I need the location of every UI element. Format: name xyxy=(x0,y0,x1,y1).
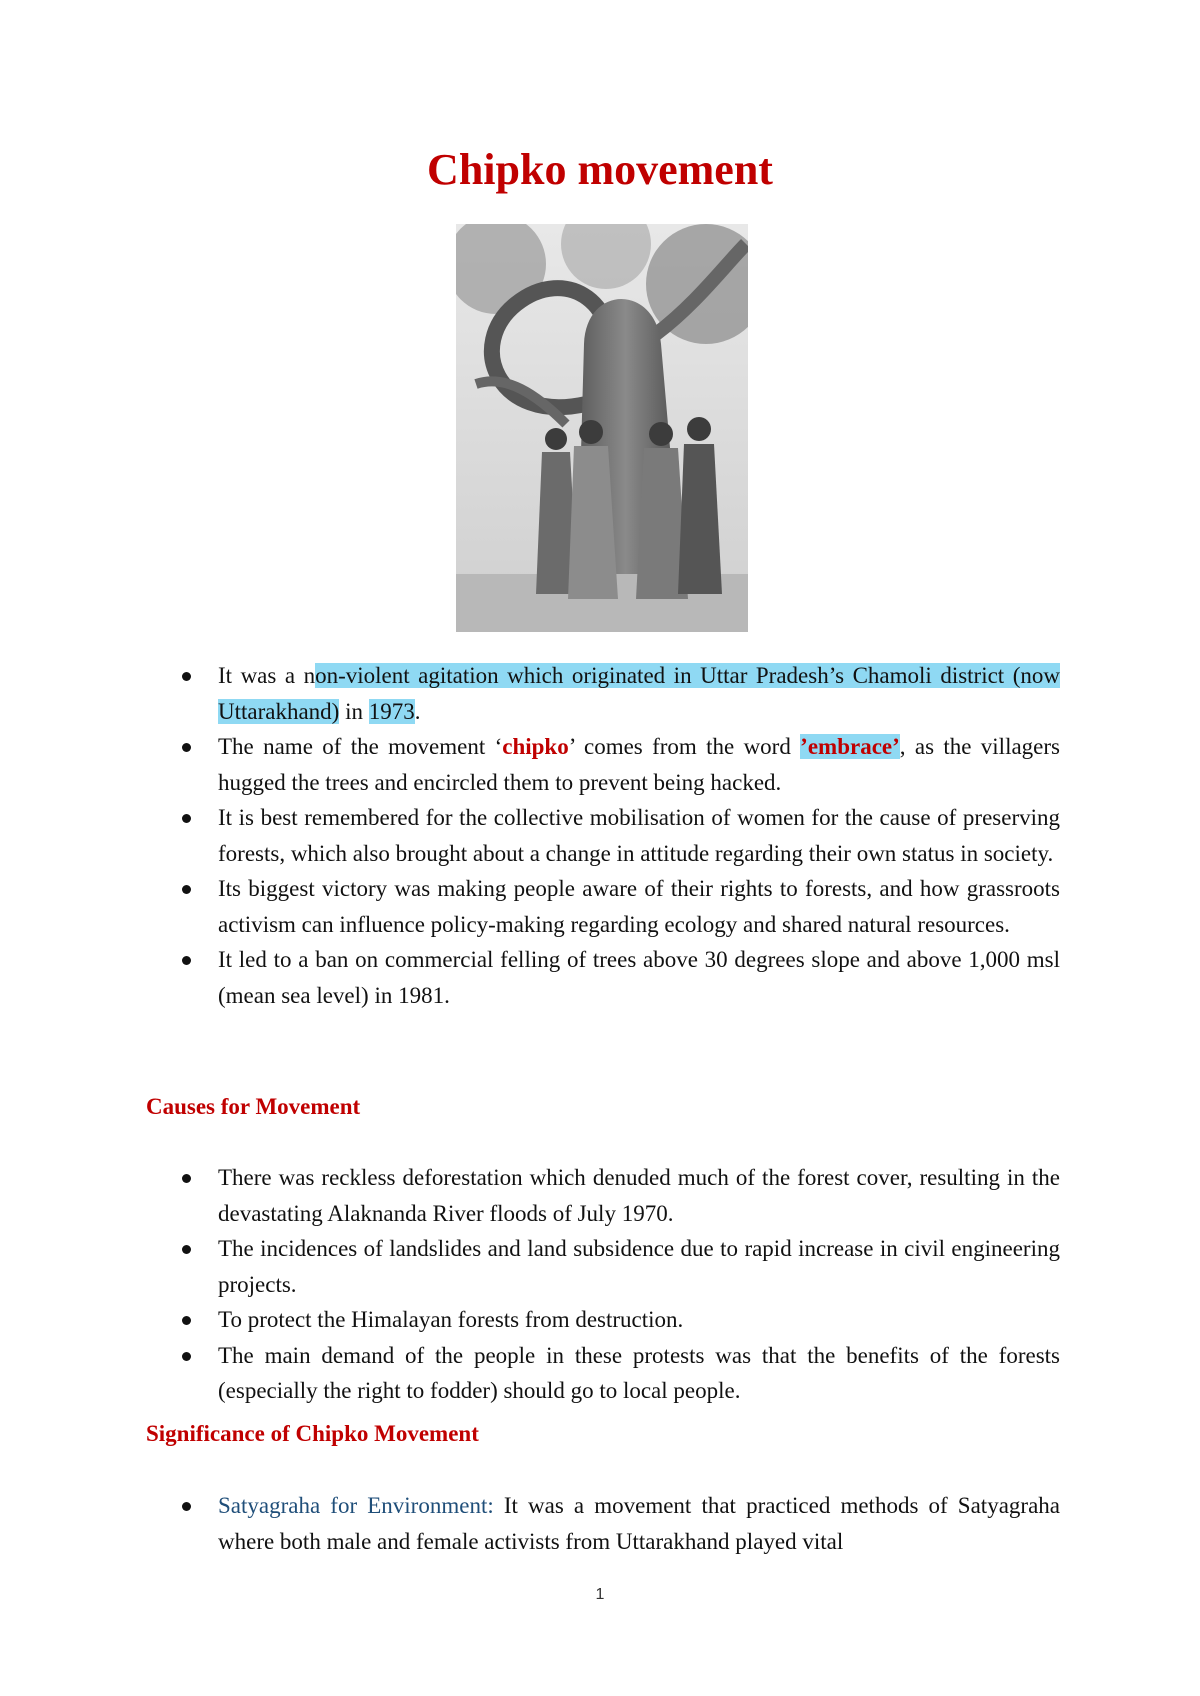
list-item-text: There was reckless deforestation which denuded much of the forest cover, resulting in the devastating Alaknanda River floods of July 1970. xyxy=(218,1165,1060,1226)
bullet-icon xyxy=(182,1352,191,1361)
list-item xyxy=(146,1338,1060,1409)
significance-bullet-list xyxy=(146,1488,1060,1559)
intro-section xyxy=(146,658,1060,1013)
document-title: Chipko movement xyxy=(427,145,773,194)
list-item-text: The main demand of the people in these protests was that the benefits of the forests (especially the right to fodder) should go to local people. xyxy=(218,1342,1060,1403)
bullet-icon xyxy=(182,1316,191,1325)
text-run: ’ comes from the word xyxy=(568,734,801,759)
significance-heading: Significance of Chipko Movement xyxy=(146,1421,479,1446)
text-run: It was a n xyxy=(218,663,316,688)
list-item xyxy=(146,871,1060,942)
list-item-text: To protect the Himalayan forests from destruction. xyxy=(218,1307,684,1332)
bullet-icon xyxy=(182,1245,191,1254)
list-item-text: The incidences of landslides and land subsidence due to rapid increase in civil engineering projects. xyxy=(218,1236,1060,1297)
text-run: in xyxy=(339,698,369,724)
text-run: chipko xyxy=(502,734,569,759)
text-run: The name of the movement ‘ xyxy=(218,734,503,759)
text-run: It led to a ban on commercial felling of trees above 30 degrees slope and above 1,000 msl (mean sea level) in 1981. xyxy=(218,947,1060,1008)
causes-section xyxy=(146,1160,1060,1409)
list-item-lead: Satyagraha for Environment: xyxy=(218,1493,494,1518)
text-run: 1973 xyxy=(368,698,415,724)
bullet-icon xyxy=(182,672,191,681)
list-item xyxy=(146,1160,1060,1231)
list-item xyxy=(146,1231,1060,1302)
list-item xyxy=(146,1488,1060,1559)
text-run: . xyxy=(414,698,421,724)
text-run: Its biggest victory was making people aware of their rights to forests, and how grassroots activism can influence policy-making regarding ecology and shared natural resources. xyxy=(218,876,1060,937)
causes-bullet-list xyxy=(146,1160,1060,1409)
significance-section xyxy=(146,1488,1060,1559)
bullet-icon xyxy=(182,885,191,894)
bullet-icon xyxy=(182,1174,191,1183)
list-item xyxy=(146,1302,1060,1338)
page-number: 1 xyxy=(595,1586,605,1603)
list-item xyxy=(146,658,1060,729)
list-item xyxy=(146,942,1060,1013)
bullet-icon xyxy=(182,743,191,752)
text-run: ’embrace’ xyxy=(800,734,900,759)
causes-heading: Causes for Movement xyxy=(146,1094,361,1119)
chipko-photo xyxy=(456,224,748,632)
intro-bullet-list xyxy=(146,658,1060,1013)
text-run: on-violent agitation which originated in Uttar Pradesh’s Chamoli district (now Uttarakhand) xyxy=(218,663,1060,724)
bullet-icon xyxy=(182,956,191,965)
list-item xyxy=(146,729,1060,800)
list-item xyxy=(146,800,1060,871)
text-run: It is best remembered for the collective mobilisation of women for the cause of preserving forests, which also brought about a change in attitude regarding their own status in society. xyxy=(218,805,1060,866)
list-item-text: It was a movement that practiced methods of Satyagraha where both male and female activists from Uttarakhand played vital xyxy=(218,1493,1060,1554)
bullet-icon xyxy=(182,814,191,823)
bullet-icon xyxy=(182,1502,191,1511)
text-run: , as the villagers hugged the trees and encircled them to prevent being hacked. xyxy=(218,734,1060,795)
